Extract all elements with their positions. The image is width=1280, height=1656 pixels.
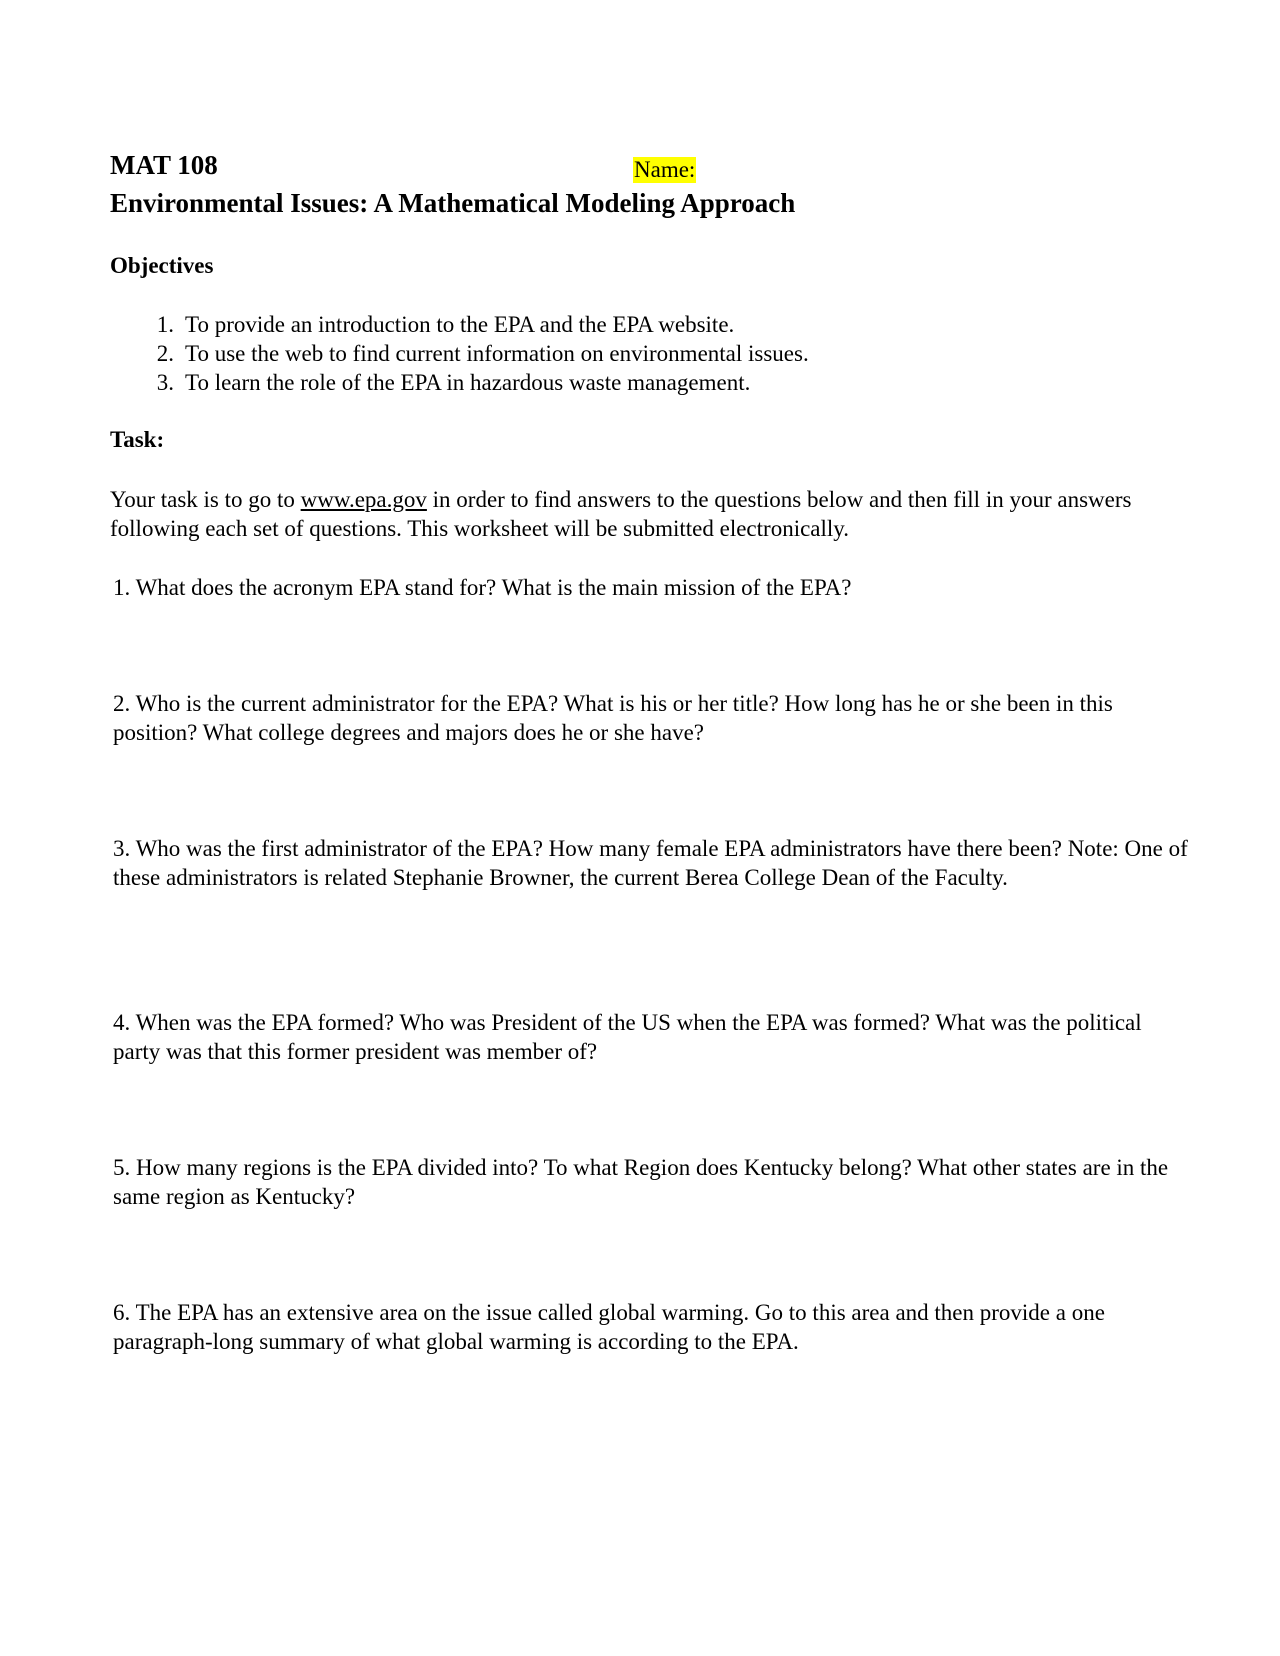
- epa-website-link[interactable]: www.epa.gov: [300, 487, 427, 512]
- objectives-heading: Objectives: [110, 253, 214, 278]
- question-2: 2. Who is the current administrator for the EPA? What is his or her title? How long has he or she been in this position? What college degrees and majors does he or she have?: [113, 691, 1113, 745]
- objective-number: 1.: [156, 312, 174, 337]
- task-heading: Task:: [110, 427, 165, 452]
- objective-text: To learn the role of the EPA in hazardous waste management.: [185, 370, 751, 395]
- question-1: 1. What does the acronym EPA stand for? What is the main mission of the EPA?: [113, 575, 852, 600]
- course-code: MAT 108: [110, 150, 218, 180]
- objective-item: [110, 310, 809, 339]
- objective-text: To use the web to find current information on environmental issues.: [185, 341, 809, 366]
- task-paragraph: [110, 485, 1190, 543]
- task-text-before-link: Your task is to go to: [110, 487, 301, 512]
- name-label: Name:: [634, 157, 696, 182]
- question-5: 5. How many regions is the EPA divided into? To what Region does Kentucky belong? What other states are in the same region as Kentucky?: [113, 1155, 1169, 1209]
- objective-item: [110, 368, 809, 397]
- objective-item: [110, 339, 809, 368]
- objective-text: To provide an introduction to the EPA and the EPA website.: [185, 312, 735, 337]
- question-3: 3. Who was the first administrator of the EPA? How many female EPA administrators have there been? Note: One of these administrators is related Stephanie Browner, the current Berea College Dean of the Faculty.: [113, 836, 1188, 890]
- objective-number: 3.: [156, 370, 174, 395]
- question-6: 6. The EPA has an extensive area on the issue called global warming. Go to this area and then provide a one paragraph-long summary of what global warming is according to the EPA.: [113, 1300, 1105, 1354]
- question-4: 4. When was the EPA formed? Who was President of the US when the EPA was formed? What was the political party was that this former president was member of?: [113, 1010, 1142, 1064]
- task-text-after-link: in order to find answers to the questions below and then fill in your answers following each set of questions. This worksheet will be submitted electronically.: [110, 487, 1132, 541]
- objective-number: 2.: [156, 341, 174, 366]
- objectives-list: [110, 310, 809, 397]
- document-title: Environmental Issues: A Mathematical Modeling Approach: [110, 188, 796, 218]
